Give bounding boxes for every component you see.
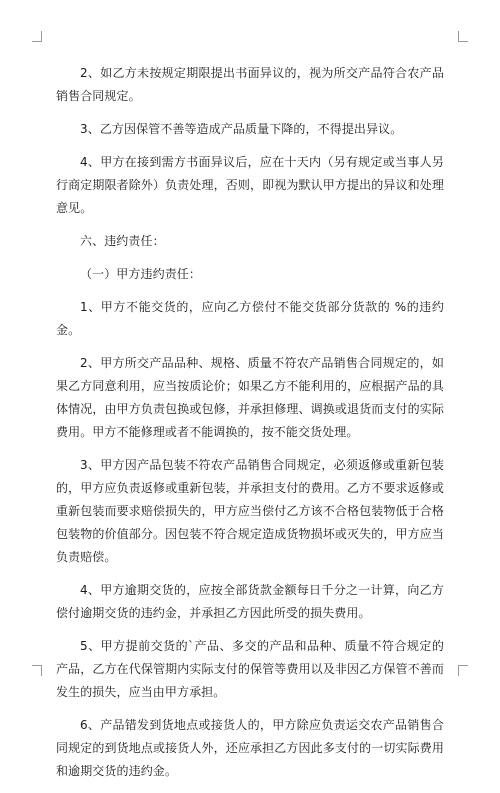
crop-mark [458, 31, 459, 42]
paragraph-clause-2: 2、如乙方未按规定期限提出书面异议的，视为所交产品符合农产品销售合同规定。 [56, 66, 444, 103]
subsection-heading-party-a: （一）甲方违约责任： [80, 267, 202, 281]
crop-mark [41, 665, 42, 676]
paragraph-clause-4: 4、甲方在接到需方书面异议后，应在十天内（另有规定或当事人另行商定期限者除外）负责处理，否则，即视为默认甲方提出的异议和处理意见。 [56, 155, 444, 215]
paragraph-clause-3: 3、乙方因保管不善等造成产品质量下降的，不得提出异议。 [80, 122, 403, 136]
document-body [56, 62, 444, 793]
paragraph-liability-3: 3、甲方因产品包装不符农产品销售合同规定，必须返修或重新包装的，甲方应负责返修或重新包装，并承担支付的费用。乙方不要求返修或重新包装而要求赔偿损失的，甲方应当偿付乙方该不合格包装物低于合格包装物的价值部分。因包装不符合规定造成货物损坏或灭失的，甲方应当负责赔偿。 [56, 458, 444, 564]
paragraph-liability-6: 6、产品错发到货地点或接货人的，甲方除应负责运交农产品销售合同规定的到货地点或接货人外，还应承担乙方因此多支付的一切实际费用和逾期交货的违约金。 [56, 718, 444, 778]
crop-mark [458, 41, 468, 42]
crop-mark [458, 665, 459, 676]
paragraph-liability-2: 2、甲方所交产品品种、规格、质量不符农产品销售合同规定的，如果乙方同意利用，应当按质论价；如果乙方不能利用的，应根据产品的具体情况，由甲方负责包换或包修，并承担修理、调换或退货而支付的实际费用。甲方不能修理或者不能调换的，按不能交货处理。 [56, 356, 444, 439]
paragraph-liability-1: 1、甲方不能交货的，应向乙方偿付不能交货部分货款的 %的违约金。 [56, 300, 444, 337]
paragraph-liability-4: 4、甲方逾期交货的，应按全部货款金额每日千分之一计算，向乙方偿付逾期交货的违约金，并承担乙方因此所受的损失费用。 [56, 583, 444, 620]
crop-mark [41, 31, 42, 42]
crop-mark [458, 665, 468, 666]
section-heading-liability: 六、违约责任： [80, 234, 165, 248]
paragraph-liability-5: 5、甲方提前交货的`产品、多交的产品和品种、质量不符合规定的产品，乙方在代保管期内实际支付的保管等费用以及非因乙方保管不善而发生的损失，应当由甲方承担。 [56, 639, 444, 699]
